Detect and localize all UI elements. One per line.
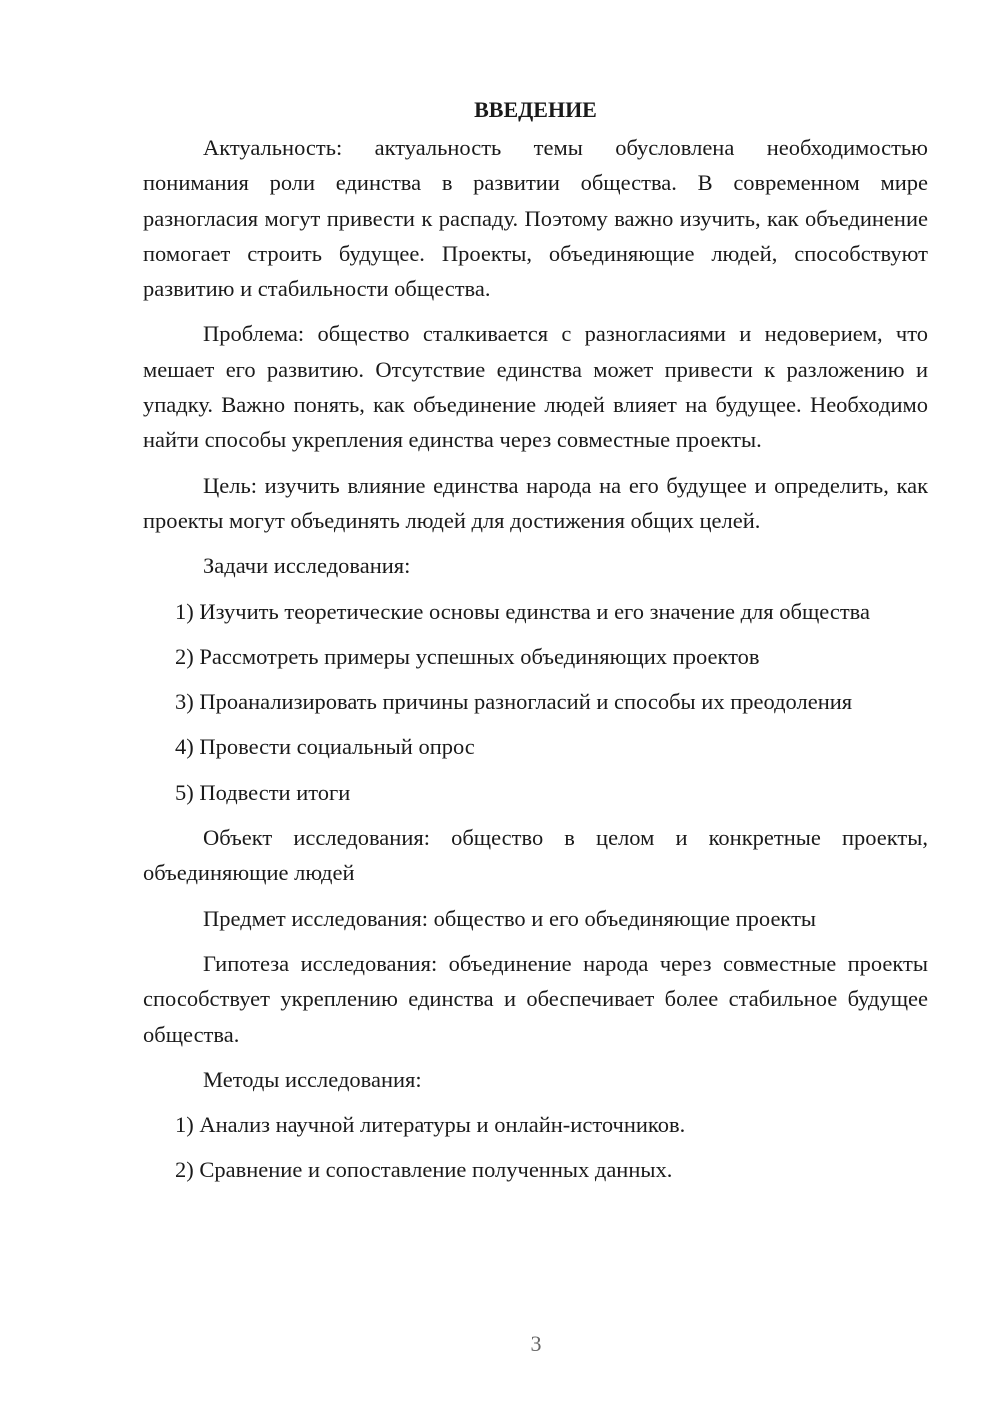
page-number: 3 <box>530 1331 542 1356</box>
tasks-heading: Задачи исследования: <box>203 553 411 579</box>
methods-heading: Методы исследования: <box>203 1066 422 1092</box>
task-item: 1) Изучить теоретические основы единства и его значение для общества <box>175 598 870 624</box>
task-item: 3) Проанализировать причины разногласий и способы их преодоления <box>175 689 853 715</box>
paragraph-actuality: Актуальность: актуальность темы обусловлена необходимостью понимания роли единства в развитии общества. В современном мире разногласия могут привести к распаду. Поэтому важно изучить, как объединение помогает строить будущее. Проекты, объединяющие людей, способствуют развитию и стабильности общества. <box>143 135 928 302</box>
task-item: 2) Рассмотреть примеры успешных объединяющих проектов <box>175 643 760 669</box>
task-item: 5) Подвести итоги <box>175 779 351 805</box>
document-page <box>143 92 928 1188</box>
paragraph-subject: Предмет исследования: общество и его объединяющие проекты <box>203 905 817 931</box>
task-item: 4) Провести социальный опрос <box>175 734 475 760</box>
section-title: ВВЕДЕНИЕ <box>474 97 597 122</box>
paragraph-hypothesis: Гипотеза исследования: объединение народа через совместные проекты способствует укреплению единства и обеспечивает более стабильное будущее общества. <box>143 950 928 1047</box>
method-item: 1) Анализ научной литературы и онлайн-источников. <box>175 1112 686 1138</box>
method-item: 2) Сравнение и сопоставление полученных данных. <box>175 1157 673 1183</box>
paragraph-object: Объект исследования: общество в целом и конкретные проекты, объединяющие людей <box>143 825 928 886</box>
paragraph-problem: Проблема: общество сталкивается с разногласиями и недоверием, что мешает его развитию. Отсутствие единства может привести к разложению и упадку. Важно понять, как объединение людей влияет на будущее. Необходимо найти способы укрепления единства через совместные проекты. <box>143 321 928 453</box>
paragraph-goal: Цель: изучить влияние единства народа на его будущее и определить, как проекты могут объединять людей для достижения общих целей. <box>143 472 928 533</box>
